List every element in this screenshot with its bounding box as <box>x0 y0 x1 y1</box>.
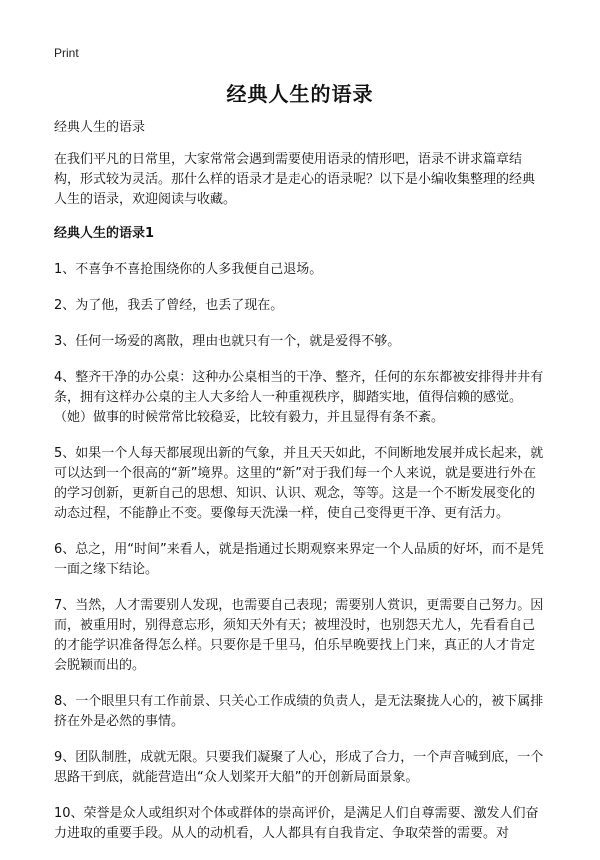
list-item: 6、总之，用“时间”来看人，就是指通过长期观察来界定一个人品质的好坏，而不是凭一面之缘下结论。 <box>54 542 544 577</box>
article-subtitle: 经典人生的语录 <box>54 120 146 135</box>
list-item: 3、任何一场爱的离散，理由也就只有一个，就是爱得不够。 <box>54 334 401 349</box>
list-item: 5、如果一个人每天都展现出新的气象，并且天天如此，不间断地发展并成长起来，就可以达到一个很高的“新”境界。这里的“新”对于我们每一个人来说，就是要进行外在的学习创新，更新自己的思想、知识、认识、观念，等等。这是一个不断发展变化的动态过程，不能静止不变。要像每天洗澡一样，使自己变得更干净、更有活力。 <box>54 446 544 521</box>
list-item: 7、当然，人才需要别人发现，也需要自己表现；需要别人赏识，更需要自己努力。因而，被重用时，别得意忘形，须知天外有天；被埋没时，也别怨天尤人，先看看自己的才能学识准备得怎么样。只要你是千里马，伯乐早晚要找上门来，真正的人才肯定会脱颖而出的。 <box>54 598 544 673</box>
list-item: 10、荣誉是众人或组织对个体或群体的崇高评价，是满足人们自尊需要、激发人们奋力进取的重要手段。从人的动机看，人人都具有自我肯定、争取荣誉的需要。对 <box>54 806 539 841</box>
print-link[interactable]: Print <box>54 46 79 60</box>
list-item: 2、为了他，我丢了曾经，也丢了现在。 <box>54 298 284 313</box>
list-item: 9、团队制胜，成就无限。只要我们凝聚了人心，形成了合力，一个声音喊到底，一个思路干到底，就能营造出“众人划桨开大船”的开创新局面景象。 <box>54 750 544 785</box>
intro-paragraph: 在我们平凡的日常里，大家常常会遇到需要使用语录的情形吧，语录不讲求篇章结构，形式较为灵活。那什么样的语录才是走心的语录呢？以下是小编收集整理的经典人生的语录，欢迎阅读与收藏。 <box>54 152 536 207</box>
quote-list <box>54 260 547 844</box>
section-heading: 经典人生的语录1 <box>54 226 155 241</box>
list-item: 1、不喜争不喜抢围绕你的人多我便自己退场。 <box>54 262 323 277</box>
list-item: 8、一个眼里只有工作前景、只关心工作成绩的负责人，是无法聚拢人心的，被下属排挤在外是必然的事情。 <box>54 694 544 729</box>
page-title: 经典人生的语录 <box>226 82 374 106</box>
list-item: 4、整齐干净的办公桌：这种办公桌相当的干净、整齐，任何的东东都被安排得井井有条，拥有这样办公桌的主人大多给人一种重视秩序，脚踏实地，值得信赖的感觉。（她）做事的时候常常比较稳妥，比较有毅力，并且显得有条不紊。 <box>54 370 544 425</box>
article-body <box>54 118 547 860</box>
